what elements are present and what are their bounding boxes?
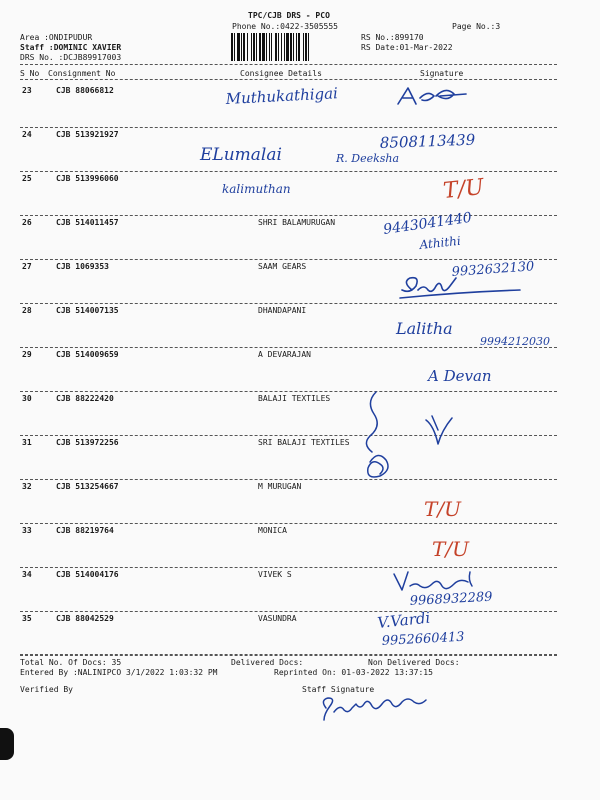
barcode-bar	[266, 33, 267, 61]
tu-mark-r25: T/U	[442, 174, 486, 204]
phone-number: Phone No.:0422-3505555	[232, 22, 338, 31]
row-divider	[20, 171, 557, 172]
table-row	[0, 350, 600, 394]
row-divider	[20, 259, 557, 260]
row-consignment-number: CJB 514011457	[56, 218, 119, 227]
table-row	[0, 394, 600, 438]
barcode-bar	[308, 33, 309, 61]
barcode-bar	[286, 33, 289, 61]
handwritten-name-r35: V.Vardi	[376, 608, 432, 632]
handwritten-name-r24: ELumalai	[200, 145, 282, 165]
row-serial-number: 23	[22, 86, 32, 95]
divider	[20, 654, 557, 655]
row-consignment-number: CJB 513972256	[56, 438, 119, 447]
handwritten-phone-r26: 9443041440	[382, 209, 473, 238]
handwritten-phone-r34: 9968932289	[409, 589, 493, 609]
table-row	[0, 526, 600, 570]
row-consignee: SAAM GEARS	[258, 262, 307, 271]
handwritten-name-r25: kalimuthan	[222, 182, 291, 196]
table-row	[0, 262, 600, 306]
handwritten-phone-r24: 8508113439	[379, 130, 476, 152]
rs-number: RS No.:899170	[361, 33, 424, 42]
barcode-bar	[296, 33, 297, 61]
row-serial-number: 29	[22, 350, 32, 359]
barcode-bar	[269, 33, 270, 61]
row-consignment-number: CJB 1069353	[56, 262, 109, 271]
entered-by: Entered By :NALINIPCO 3/1/2022 1:03:32 PM	[20, 668, 218, 677]
barcode-bar	[284, 33, 285, 61]
row-divider	[20, 347, 557, 348]
row-serial-number: 34	[22, 570, 32, 579]
row-consignment-number: CJB 514009659	[56, 350, 119, 359]
area-label: Area :ONDIPUDUR	[20, 33, 93, 42]
row-divider	[20, 479, 557, 480]
row-divider	[20, 435, 557, 436]
table-row	[0, 438, 600, 482]
row-divider	[20, 215, 557, 216]
barcode-bar	[281, 33, 282, 61]
document-title: TPC/CJB DRS - PCO	[248, 11, 330, 20]
barcode-bar	[271, 33, 272, 61]
row-divider	[20, 127, 557, 128]
barcode-bar	[278, 33, 279, 61]
barcode-bar	[298, 33, 300, 61]
row-divider	[20, 391, 557, 392]
row-consignee: A DEVARAJAN	[258, 350, 311, 359]
row-consignee: VIVEK S	[258, 570, 292, 579]
barcode-bar	[259, 33, 261, 61]
handwritten-phone-r35: 9952660413	[381, 629, 465, 649]
row-consignee: SRI BALAJI TEXTILES	[258, 438, 350, 447]
barcode-bar	[243, 33, 245, 61]
reprinted-on: Reprinted On: 01-03-2022 13:37:15	[274, 668, 433, 677]
barcode-bar	[275, 33, 277, 61]
row-divider	[20, 523, 557, 524]
divider	[20, 79, 557, 80]
row-consignment-number: CJB 88222420	[56, 394, 114, 403]
row-serial-number: 35	[22, 614, 32, 623]
row-divider	[20, 303, 557, 304]
handwritten-name-r29: A Devan	[428, 367, 492, 385]
page-number: Page No.:3	[452, 22, 501, 31]
row-consignment-number: CJB 513254667	[56, 482, 119, 491]
column-header-consignee: Consignee Details	[240, 69, 322, 78]
handwritten-phone-r27: 9932632130	[451, 259, 535, 280]
row-divider	[20, 567, 557, 568]
barcode-bar	[241, 33, 242, 61]
drs-number: DRS No. :DCJB89917003	[20, 53, 122, 62]
row-consignment-number: CJB 514004176	[56, 570, 119, 579]
table-row	[0, 614, 600, 658]
table-row	[0, 218, 600, 262]
row-serial-number: 32	[22, 482, 32, 491]
barcode-bar	[251, 33, 252, 61]
barcode-bar	[305, 33, 307, 61]
column-header-signature: Signature	[420, 69, 464, 78]
row-serial-number: 30	[22, 394, 32, 403]
row-consignment-number: CJB 513996060	[56, 174, 119, 183]
row-consignee: M MURUGAN	[258, 482, 302, 491]
row-consignee: MONICA	[258, 526, 287, 535]
scan-artifact	[0, 728, 14, 760]
tu-mark-r32: T/U	[424, 497, 461, 521]
total-docs: Total No. Of Docs: 35	[20, 658, 122, 667]
handwritten-name-r28: Lalitha	[396, 319, 453, 338]
table-row	[0, 482, 600, 526]
row-serial-number: 33	[22, 526, 32, 535]
non-delivered-docs: Non Delivered Docs:	[368, 658, 460, 667]
verified-by: Verified By	[20, 685, 73, 694]
row-consignee: BALAJI TEXTILES	[258, 394, 331, 403]
barcode-bar	[237, 33, 240, 61]
row-divider	[20, 611, 557, 612]
table-row	[0, 570, 600, 614]
table-row	[0, 306, 600, 350]
row-consignment-number: CJB 513921927	[56, 130, 119, 139]
row-serial-number: 24	[22, 130, 32, 139]
table-row	[0, 174, 600, 218]
barcode-bar	[303, 33, 304, 61]
barcode-bar	[262, 33, 265, 61]
delivered-docs: Delivered Docs:	[231, 658, 304, 667]
row-serial-number: 31	[22, 438, 32, 447]
barcode-bar	[234, 33, 235, 61]
row-consignment-number: CJB 88219764	[56, 526, 114, 535]
barcode-bar	[293, 33, 294, 61]
handwritten-name-r26: Athithi	[418, 233, 462, 252]
row-consignee: DHANDAPANI	[258, 306, 307, 315]
row-consignment-number: CJB 514007135	[56, 306, 119, 315]
row-consignment-number: CJB 88042529	[56, 614, 114, 623]
divider	[20, 64, 557, 65]
tu-mark-r33: T/U	[432, 537, 469, 561]
barcode-bar	[256, 33, 257, 61]
barcode	[231, 33, 353, 61]
row-consignment-number: CJB 88066812	[56, 86, 114, 95]
staff-label: Staff :DOMINIC XAVIER	[20, 43, 122, 52]
row-consignee: SHRI BALAMURUGAN	[258, 218, 336, 227]
row-serial-number: 28	[22, 306, 32, 315]
table-row	[0, 86, 600, 130]
staff-signature-label: Staff Signature	[302, 685, 375, 694]
row-divider	[20, 655, 557, 656]
barcode-bar	[290, 33, 292, 61]
row-consignee: VASUNDRA	[258, 614, 297, 623]
column-header-consignment: Consignment No	[48, 69, 116, 78]
barcode-bar	[231, 33, 233, 61]
column-header-sno: S No	[20, 69, 40, 78]
rs-date: RS Date:01-Mar-2022	[361, 43, 453, 52]
handwritten-name-r23: Muthukathigai	[225, 84, 339, 108]
row-serial-number: 25	[22, 174, 32, 183]
barcode-bar	[253, 33, 255, 61]
barcode-bar	[247, 33, 248, 61]
staff-signature	[323, 698, 426, 720]
handwritten-name2-r24: R. Deeksha	[336, 152, 400, 165]
row-serial-number: 26	[22, 218, 32, 227]
table-row	[0, 130, 600, 174]
handwritten-phone-r28: 9994212030	[480, 335, 550, 348]
row-serial-number: 27	[22, 262, 32, 271]
